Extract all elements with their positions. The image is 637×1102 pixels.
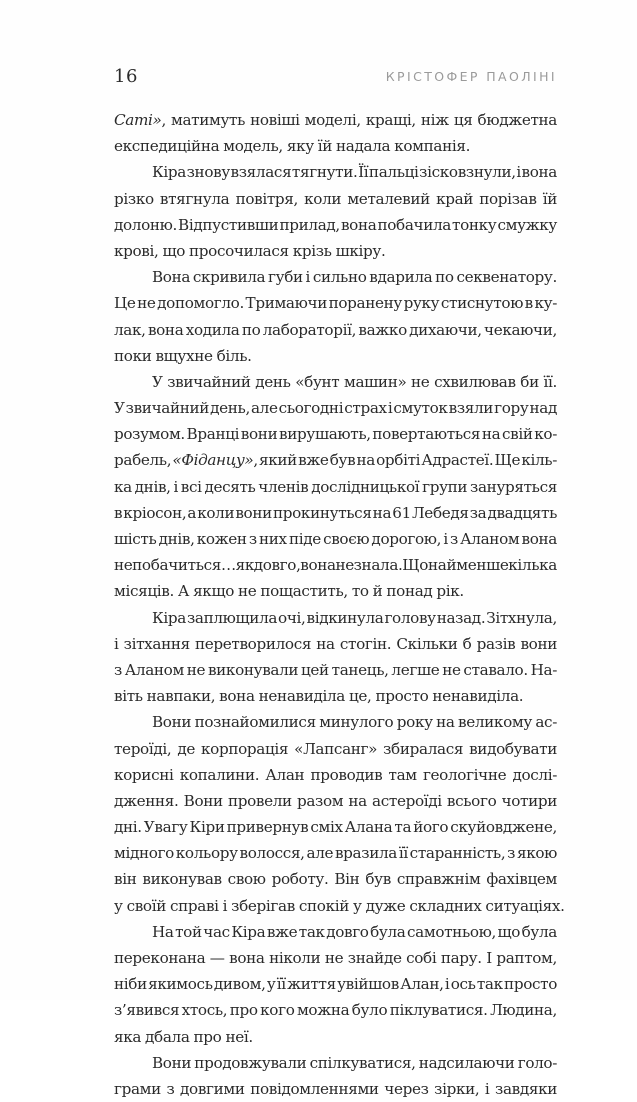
italic-ship-name: Саті» xyxy=(114,111,162,129)
text-line: поки вщухне біль. xyxy=(114,346,252,365)
paragraph-first-line: Кіра знову взялася тягнути. Її пальці зісковзнули, і вона xyxy=(152,163,557,182)
running-head-author: КРІСТОФЕР ПАОЛІНІ xyxy=(385,69,557,84)
italic-ship-name: «Фіданцу» xyxy=(172,451,254,470)
text-line: переконана — вона ніколи не знайде собі пару. І раптом, xyxy=(114,949,557,967)
text-line: різко втягнула повітря, коли металевий край порізав їй xyxy=(114,189,557,208)
text-line: грами з довгими повідомленнями через зірки, і завдяки xyxy=(114,1079,557,1098)
text-line: експедиційна модель, яку їй надала компанія. xyxy=(114,137,471,156)
text-line: з Аланом не виконували цей танець, легше не ставало. На- xyxy=(114,660,557,679)
text-line: він виконував свою роботу. Він був справжнім фахівцем xyxy=(114,870,557,889)
text-line: корисні копалини. Алан проводив там геологічне дослі- xyxy=(114,765,557,784)
running-head xyxy=(114,66,557,90)
text-line: шість днів, кожен з них піде своєю дорогою, і з Аланом вона xyxy=(114,530,557,548)
text-line: і зітхання перетворилося на стогін. Скільки б разів вони xyxy=(114,634,557,653)
paragraph-first-line: На той час Кіра вже так довго була самотньою, що була xyxy=(152,922,557,941)
text-line: ка днів, і всі десять членів дослідницької групи зануряться xyxy=(114,477,557,496)
paragraph-first-line: Вона скривила губи і сильно вдарила по секвенатору. xyxy=(152,268,557,287)
text-line: не побачиться… як довго, вона не знала. Щонайменше кілька xyxy=(114,556,557,575)
text-line: ніби якимось дивом, у її життя увійшов Алан, і ось так просто xyxy=(114,975,557,994)
text-line: крові, що просочилася крізь шкіру. xyxy=(114,241,386,260)
body-text xyxy=(114,107,565,1102)
text-line: дження. Вони провели разом на астероїді всього чотири xyxy=(114,791,557,810)
text-line: дні. Увагу Кіри привернув сміх Алана та його скуйовджене, xyxy=(114,818,557,837)
paragraph-first-line: Вони познайомилися минулого року на великому ас- xyxy=(152,713,557,732)
text-line: Це не допомогло. Тримаючи поранену руку стиснутою в ку- xyxy=(114,294,557,313)
text-line: віть навпаки, вона ненавиділа це, просто ненавиділа. xyxy=(114,687,524,706)
paragraph-first-line: Кіра заплющила очі, відкинула голову назад. Зітхнула, xyxy=(152,608,557,627)
text-line: лак, вона ходила по лабораторії, важко дихаючи, чекаючи, xyxy=(114,320,557,339)
paragraph-first-line: У звичайний день «бунт машин» не схвилював би її. xyxy=(152,372,557,391)
text-line: у своїй справі і зберігав спокій у дуже складних ситуаціях. xyxy=(114,896,565,915)
paragraph-first-line: Вони продовжували спілкуватися, надсилаючи голо- xyxy=(152,1053,557,1072)
text-line: з’явився хтось, про кого можна було піклуватися. Людина, xyxy=(114,1001,557,1020)
text-line: в кріосон, а коли вони прокинуться на 61 Лебедя за двадцять xyxy=(114,503,557,522)
text-line: місяців. А якщо не пощастить, то й понад рік. xyxy=(114,582,464,601)
text-line: розумом. Вранці вони вирушають, повертаються на свій ко- xyxy=(114,425,557,444)
text-line: Саті», матимуть новіші моделі, кращі, ніж ця бюджетна xyxy=(114,111,557,129)
text-line: тероїді, де корпорація «Лапсанг» збиралася видобувати xyxy=(114,739,557,758)
text-line: рабель, «Фіданцу», який вже був на орбіті Адрастеї. Ще кіль- xyxy=(114,451,557,470)
text-line: У звичайний день, але сьогодні страх і смуток взяли гору над xyxy=(114,399,557,418)
page-number: 16 xyxy=(114,66,138,87)
text-line: мідного кольору волосся, але вразила її старанність, з якою xyxy=(114,844,557,863)
text-line: яка дбала про неї. xyxy=(114,1027,253,1046)
text-line: долоню. Відпустивши прилад, вона побачила тонку смужку xyxy=(114,215,557,234)
